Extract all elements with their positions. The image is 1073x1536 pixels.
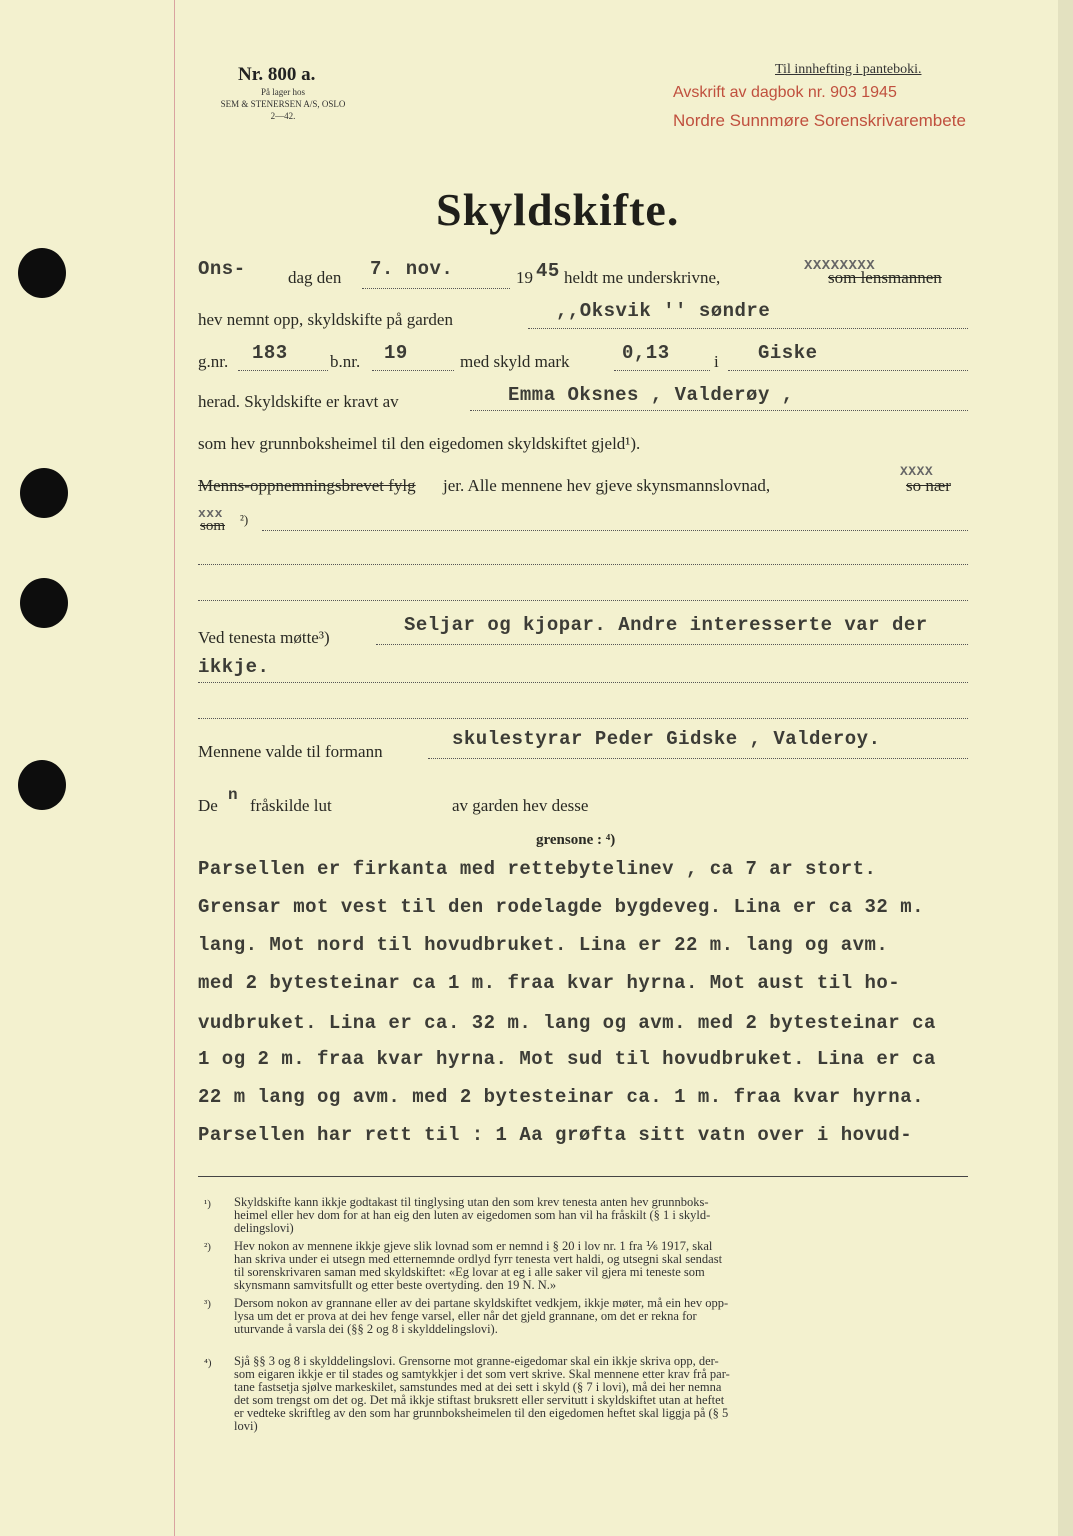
- meeting-label: Ved tenesta møtte³): [198, 628, 330, 647]
- footnote-line: heimel eller hev dom for at han eig den luten av eigedomen som han vil ha fråskilt (§ 1 i skyld-: [234, 1208, 711, 1222]
- fill-line: [238, 370, 328, 371]
- struck-typing: XXXXXXXX: [804, 258, 876, 274]
- publisher-line: SEM & STENERSEN A/S, OSLO: [220, 99, 346, 109]
- publisher-imprint: [198, 86, 368, 122]
- footnote-line: er vedteke skriftleg av den som har grunnboksheimelen til den eigedomen heftet skal liggja på (§ 5: [234, 1406, 729, 1420]
- footnote-ref: ²): [240, 512, 249, 527]
- binding-note: Til innhefting i panteboki.: [775, 62, 922, 77]
- footnote-3: [234, 1297, 728, 1336]
- som-lensmannen: som lensmannen: [828, 268, 942, 287]
- office-stamp: Nordre Sunnmøre Sorenskrivarembete: [673, 111, 966, 130]
- struck-typing: xxx: [198, 506, 223, 521]
- footnote-line: uturvande å varsla dei (§§ 2 og 8 i skylddelingslovi).: [234, 1322, 498, 1336]
- i-label: i: [714, 352, 719, 371]
- heimel-line: som hev grunnboksheimel til den eigedomen skyldskiftet gjeld¹).: [198, 434, 641, 453]
- punch-hole: [18, 248, 66, 298]
- chairman-value: skulestyrar Peder Gidske , Valderoy.: [452, 728, 881, 750]
- footnote-line: som eigaren ikkje er til stades og samtykkjer i det som vert skrive. Skal mennene etter krav frå par-: [234, 1367, 730, 1381]
- som-struck: som: [200, 518, 226, 534]
- fill-line: [528, 328, 968, 329]
- fill-line: [198, 564, 968, 565]
- requester-name: Emma Oksnes , Valderøy ,: [508, 384, 794, 406]
- publisher-line: På lager hos: [261, 87, 305, 97]
- page-edge: [1058, 0, 1073, 1536]
- farm-name: ,,Oksvik '' søndre: [556, 300, 771, 322]
- margin-line: [174, 0, 175, 1536]
- year-prefix: 19: [516, 268, 533, 287]
- year-value: 45: [536, 260, 560, 282]
- footnote-line: Skyldskifte kann ikkje godtakast til tinglysing utan den som krev tenesta anten hev grunnboks-: [234, 1195, 709, 1209]
- weekday: Ons-: [198, 258, 246, 280]
- footnote-divider: [198, 1176, 968, 1177]
- fill-line: [262, 530, 968, 531]
- fill-line: [728, 370, 968, 371]
- footnote-line: Hev nokon av mennene ikkje gjeve slik lovnad som er nemnd i § 20 i lov nr. 1 fra ⅙ 1917, skal: [234, 1239, 713, 1253]
- footnote-line: lysa um det er prova at dei hev fenge varsel, eller når det gjeld grannane, om det er rekna for: [234, 1309, 697, 1323]
- lovnad-line: jer. Alle mennene hev gjeve skynsmannslovnad,: [443, 476, 771, 495]
- punch-hole: [20, 578, 68, 628]
- skyld-value: 0,13: [622, 342, 670, 364]
- footnote-mark: ³): [204, 1298, 211, 1310]
- fill-line: [428, 758, 968, 759]
- fill-line: [372, 370, 454, 371]
- copy-stamp: Avskrift av dagbok nr. 903 1945: [673, 84, 897, 101]
- footnote-mark: ²): [204, 1241, 211, 1253]
- page-title: Skyldskifte.: [436, 184, 680, 235]
- herad-name: Giske: [758, 342, 818, 364]
- fill-line: [376, 644, 968, 645]
- fill-line: [362, 288, 510, 289]
- fraskilde-label: fråskilde lut: [250, 796, 332, 815]
- fill-line: [198, 600, 968, 601]
- footnote-1: [234, 1196, 710, 1235]
- farm-label: hev nemnt opp, skyldskifte på garden: [198, 310, 453, 329]
- parcel-count: n: [228, 786, 239, 804]
- skyld-label: med skyld mark: [460, 352, 570, 371]
- punch-hole: [18, 760, 66, 810]
- form-number: Nr. 800 a.: [238, 64, 316, 85]
- footnote-4: [234, 1355, 730, 1433]
- boundary-line: 22 m lang og avm. med 2 bytesteinar ca. 1 m. fraa kvar hyrna.: [198, 1086, 925, 1108]
- footnote-line: Dersom nokon av grannane eller av dei partane skyldskiftet vedkjem, ikkje møter, må ein hev opp-: [234, 1296, 729, 1310]
- requester-label: herad. Skyldskifte er kravt av: [198, 392, 399, 411]
- boundary-line: med 2 bytesteinar ca 1 m. fraa kvar hyrna. Mot aust til ho-: [198, 972, 901, 994]
- footnote-2: [234, 1240, 722, 1292]
- footnote-line: tane fastsetja sjølve markeskilet, samstundes med at dei sett i skyld (§ 7 i lovi), må dei her nemna: [234, 1380, 722, 1394]
- struck-typing: XXXX: [900, 464, 934, 479]
- footnote-line: Sjå §§ 3 og 8 i skylddelingslovi. Grensorne mot granne-eigedomar skal ein ikkje skriva opp, der-: [234, 1354, 719, 1368]
- footnote-line: delingslovi): [234, 1221, 294, 1235]
- dag-den-label: dag den: [288, 268, 342, 287]
- fill-line: [198, 718, 968, 719]
- date-value: 7. nov.: [370, 258, 454, 280]
- fill-line: [470, 410, 968, 411]
- punch-hole: [20, 468, 68, 518]
- footnote-line: han skriva under ei utsegn med etternemnde ordlyd fyrr tenesta vert haldi, og utsegni skal sendast: [234, 1252, 723, 1266]
- footnote-line: lovi): [234, 1419, 258, 1433]
- chairman-label: Mennene valde til formann: [198, 742, 383, 761]
- footnote-mark: ⁴): [204, 1357, 212, 1369]
- boundary-line: vudbruket. Lina er ca. 32 m. lang og avm. med 2 bytesteinar ca: [198, 1012, 936, 1034]
- meeting-value-cont: ikkje.: [198, 656, 270, 678]
- footnote-line: det som trengst om det og. Det må ikkje stiftast bruksrett eller servitutt i skyldskiftet utan at heftet: [234, 1393, 725, 1407]
- grensone-heading: grensone : ⁴): [536, 832, 616, 848]
- footnote-line: til sorenskrivaren saman med skyldskiftet: «Eg lovar at eg i alle saker vil gjera mi teneste som: [234, 1265, 705, 1279]
- boundary-line: 1 og 2 m. fraa kvar hyrna. Mot sud til hovudbruket. Lina er ca: [198, 1048, 936, 1070]
- de-label: De: [198, 796, 218, 815]
- bnr-label: b.nr.: [330, 352, 361, 371]
- boundary-line: Parsellen er firkanta med rettebytelinev , ca 7 ar stort.: [198, 858, 877, 880]
- publisher-line: 2—42.: [270, 111, 296, 121]
- boundary-line: Parsellen har rett til : 1 Aa grøfta sitt vatn over i hovud-: [198, 1124, 913, 1146]
- fill-line: [614, 370, 710, 371]
- gnr-value: 183: [252, 342, 288, 364]
- boundary-line: lang. Mot nord til hovudbruket. Lina er 22 m. lang og avm.: [198, 934, 889, 956]
- av-garden-label: av garden hev desse: [452, 796, 589, 815]
- so-naer-struck: so nær: [906, 476, 951, 495]
- brevet-struck: Menns-oppnemningsbrevet fylg: [198, 476, 416, 495]
- heldt-label: heldt me underskrivne,: [564, 268, 721, 287]
- fill-line: [198, 682, 968, 683]
- footnote-mark: ¹): [204, 1198, 211, 1210]
- meeting-value: Seljar og kjopar. Andre interesserte var der: [404, 614, 928, 636]
- footnote-line: skynsmann samvitsfullt og etter beste overtyding. den 19 N. N.»: [234, 1278, 557, 1292]
- boundary-line: Grensar mot vest til den rodelagde bygdeveg. Lina er ca 32 m.: [198, 896, 925, 918]
- bnr-value: 19: [384, 342, 408, 364]
- gnr-label: g.nr.: [198, 352, 229, 371]
